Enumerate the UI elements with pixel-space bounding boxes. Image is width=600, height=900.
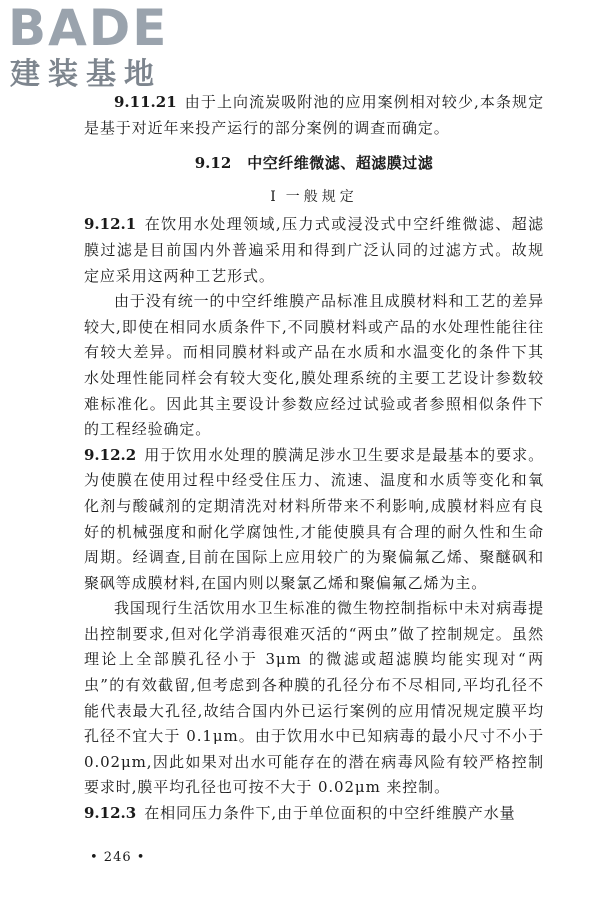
clause-number: 9.11.21 [114, 93, 177, 111]
clause-text: 用于饮用水处理的膜满足涉水卫生要求是最基本的要求。为使膜在使用过程中经受住压力、流速、温度和水质等变化和氧化剂与酸碱剂的定期清洗对材料所带来不利影响,成膜材料应有良好的机械强度和耐化学腐蚀性,才能使膜具有合理的耐久性和生命周期。经调查,目前在国际上应用较广的为聚偏氟乙烯、聚醚砜和聚砜等成膜材料,在国内则以聚氯乙烯和聚偏氟乙烯为主。 [84, 445, 544, 592]
subsection-title: 一般规定 [285, 188, 358, 205]
clause-text: 在相同压力条件下,由于单位面积的中空纤维膜产水量 [144, 804, 516, 823]
clause-text: 在饮用水处理领域,压力式或浸没式中空纤维微滤、超滤膜过滤是目前国内外普遍采用和得到广泛认同的过滤方式。故规定应采用这两种工艺形式。 [84, 215, 544, 285]
clause-9-12-2 [84, 443, 544, 597]
clause-9-12-3 [84, 801, 544, 827]
clause-9-12-2-continued: 我国现行生活饮用水卫生标准的微生物控制指标中未对病毒提出控制要求,但对化学消毒很难灭活的“两虫”做了控制规定。虽然理论上全部膜孔径小于 3μm 的微滤或超滤膜均能实现对“两虫”的有效截留,但考虑到各种膜的孔径分布不尽相同,平均孔径不能代表最大孔径,故结合国内外已运行案例的应用情况规定膜平均孔径不宜大于 0.1μm。由于饮用水中已知病毒的最小尺寸不小于 0.02μm,因此如果对出水可能存在的潜在病毒风险有较严格控制要求时,膜平均孔径也可按不大于 0.02μm 来控制。 [84, 599, 544, 797]
section-title: 中空纤维微滤、超滤膜过滤 [247, 154, 434, 173]
clause-number: 9.12.1 [84, 215, 137, 234]
clause-9-12-1-continued: 由于没有统一的中空纤维膜产品标准且成膜材料和工艺的差异较大,即使在相同水质条件下,不同膜材料或产品的水处理性能往往有较大差异。而相同膜材料或产品在水质和水温变化的条件下其水处理性能同样会有较大变化,膜处理系统的主要工艺设计参数较难标准化。因此其主要设计参数应经过试验或者参照相似条件下的工程经验确定。 [84, 292, 544, 439]
logo-wordmark: BADE [8, 0, 169, 57]
clause-9-12-1 [84, 212, 544, 289]
page-body [84, 90, 544, 827]
clause-text: 由于上向流炭吸附池的应用案例相对较少,本条规定是基于对近年来投产运行的部分案例的调查而确定。 [84, 93, 544, 137]
clause-9-11-21 [84, 90, 544, 141]
clause-number: 9.12.3 [84, 804, 137, 823]
logo-subtitle: 建装基地 [10, 57, 162, 92]
subsection-roman: Ⅰ [270, 188, 276, 205]
subsection-heading [84, 185, 544, 211]
brand-logo [8, 2, 178, 97]
section-heading [84, 151, 544, 177]
page-number: • 246 • [90, 850, 146, 865]
section-number: 9.12 [194, 154, 232, 173]
clause-number: 9.12.2 [84, 445, 137, 464]
